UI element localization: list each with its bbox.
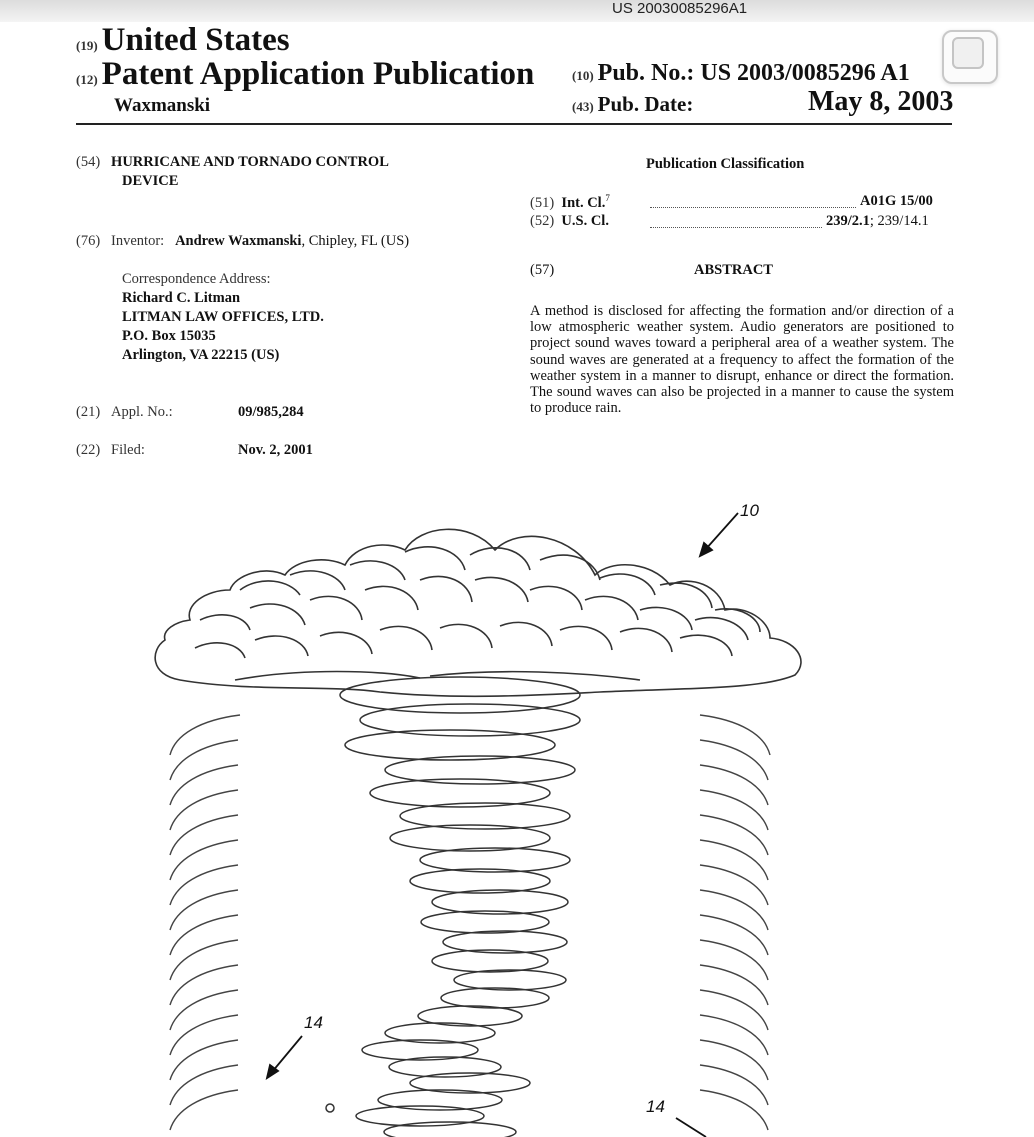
reference-numeral-cloud: 10 [740, 501, 759, 520]
title-field [76, 154, 389, 171]
country-text: United States [101, 22, 290, 58]
field-code: (76) [76, 233, 101, 249]
field-code: (19) [76, 38, 98, 53]
pub-no-label: Pub. No.: [597, 60, 695, 86]
reference-numeral-left-generator: 14 [304, 1013, 323, 1032]
title-line-2: DEVICE [122, 173, 179, 189]
correspondence-line: P.O. Box 15035 [122, 328, 216, 344]
inventor-label: Inventor: [111, 233, 165, 249]
correspondence-line: Arlington, VA 22215 (US) [122, 347, 280, 363]
publication-type-text: Patent Application Publication [101, 56, 535, 92]
field-code: (10) [572, 68, 594, 83]
publication-date-label [572, 92, 693, 117]
publication-date: May 8, 2003 [808, 86, 954, 117]
publication-number [572, 60, 910, 87]
int-cl-edition: 7 [605, 193, 610, 203]
inventor-name: Andrew Waxmanski [175, 233, 302, 249]
pub-no-value: US 2003/0085296 A1 [700, 60, 910, 86]
abstract-heading: ABSTRACT [694, 262, 773, 278]
patent-drawing [0, 480, 1034, 1137]
abstract-code: (57) [530, 262, 555, 278]
filed-date-label [76, 442, 145, 459]
dot-leader [650, 217, 822, 228]
application-number: 09/985,284 [238, 404, 304, 420]
field-code: (43) [572, 99, 594, 114]
header-rule [76, 123, 952, 125]
field-code: (54) [76, 154, 101, 170]
field-code: (21) [76, 404, 101, 420]
reference-numeral-right-generator: 14 [646, 1097, 665, 1116]
us-cl-secondary: ; 239/14.1 [869, 213, 929, 229]
us-cl-value [826, 213, 929, 230]
viewer-top-bar [0, 0, 1034, 22]
copy-icon[interactable] [942, 30, 998, 84]
inventor-field [76, 233, 409, 250]
field-code: (12) [76, 72, 98, 87]
field-code: (22) [76, 442, 101, 458]
correspondence-line: Richard C. Litman [122, 290, 241, 306]
correspondence-line: LITMAN LAW OFFICES, LTD. [122, 309, 324, 325]
pub-date-label: Pub. Date: [597, 92, 694, 116]
appl-label: Appl. No.: [111, 404, 173, 420]
tornado-funnel [326, 677, 580, 1137]
filed-label: Filed: [111, 442, 145, 458]
inventor-location: , Chipley, FL (US) [301, 233, 410, 249]
classification-heading: Publication Classification [646, 156, 805, 172]
document-id: US 20030085296A1 [612, 0, 748, 17]
abstract-text: A method is disclosed for affecting the formation and/or direction of a low atmospheric weather system. Audio generators are positioned to project sound waves toward a peripheral area of a weather system. The sound waves are generated at a frequency to affect the formation of the weather system in a manner to disrupt, enhance or direct the formation. The sound waves can also be projected in a manner to cause the system to produce rain. [530, 303, 954, 417]
country-heading [76, 22, 290, 59]
int-cl-label [530, 193, 610, 212]
field-code: (52) [530, 213, 555, 229]
publication-type-heading [76, 56, 534, 93]
us-cl-text: U.S. Cl. [561, 213, 609, 229]
us-cl-primary: 239/2.1 [826, 213, 870, 229]
int-cl-text: Int. Cl. [561, 194, 606, 211]
correspondence-address [122, 270, 324, 365]
dot-leader [650, 197, 856, 208]
us-cl-label [530, 213, 609, 230]
field-code: (51) [530, 194, 555, 211]
sound-waves-right [700, 715, 770, 1130]
application-number-label [76, 404, 173, 421]
correspondence-label: Correspondence Address: [122, 271, 271, 287]
sound-waves-left [170, 715, 240, 1130]
reference-arrows [267, 513, 738, 1137]
int-cl-value: A01G 15/00 [860, 193, 933, 209]
filed-date: Nov. 2, 2001 [238, 442, 313, 458]
inventor-surname: Waxmanski [114, 95, 211, 116]
title-line-1: HURRICANE AND TORNADO CONTROL [111, 154, 389, 170]
